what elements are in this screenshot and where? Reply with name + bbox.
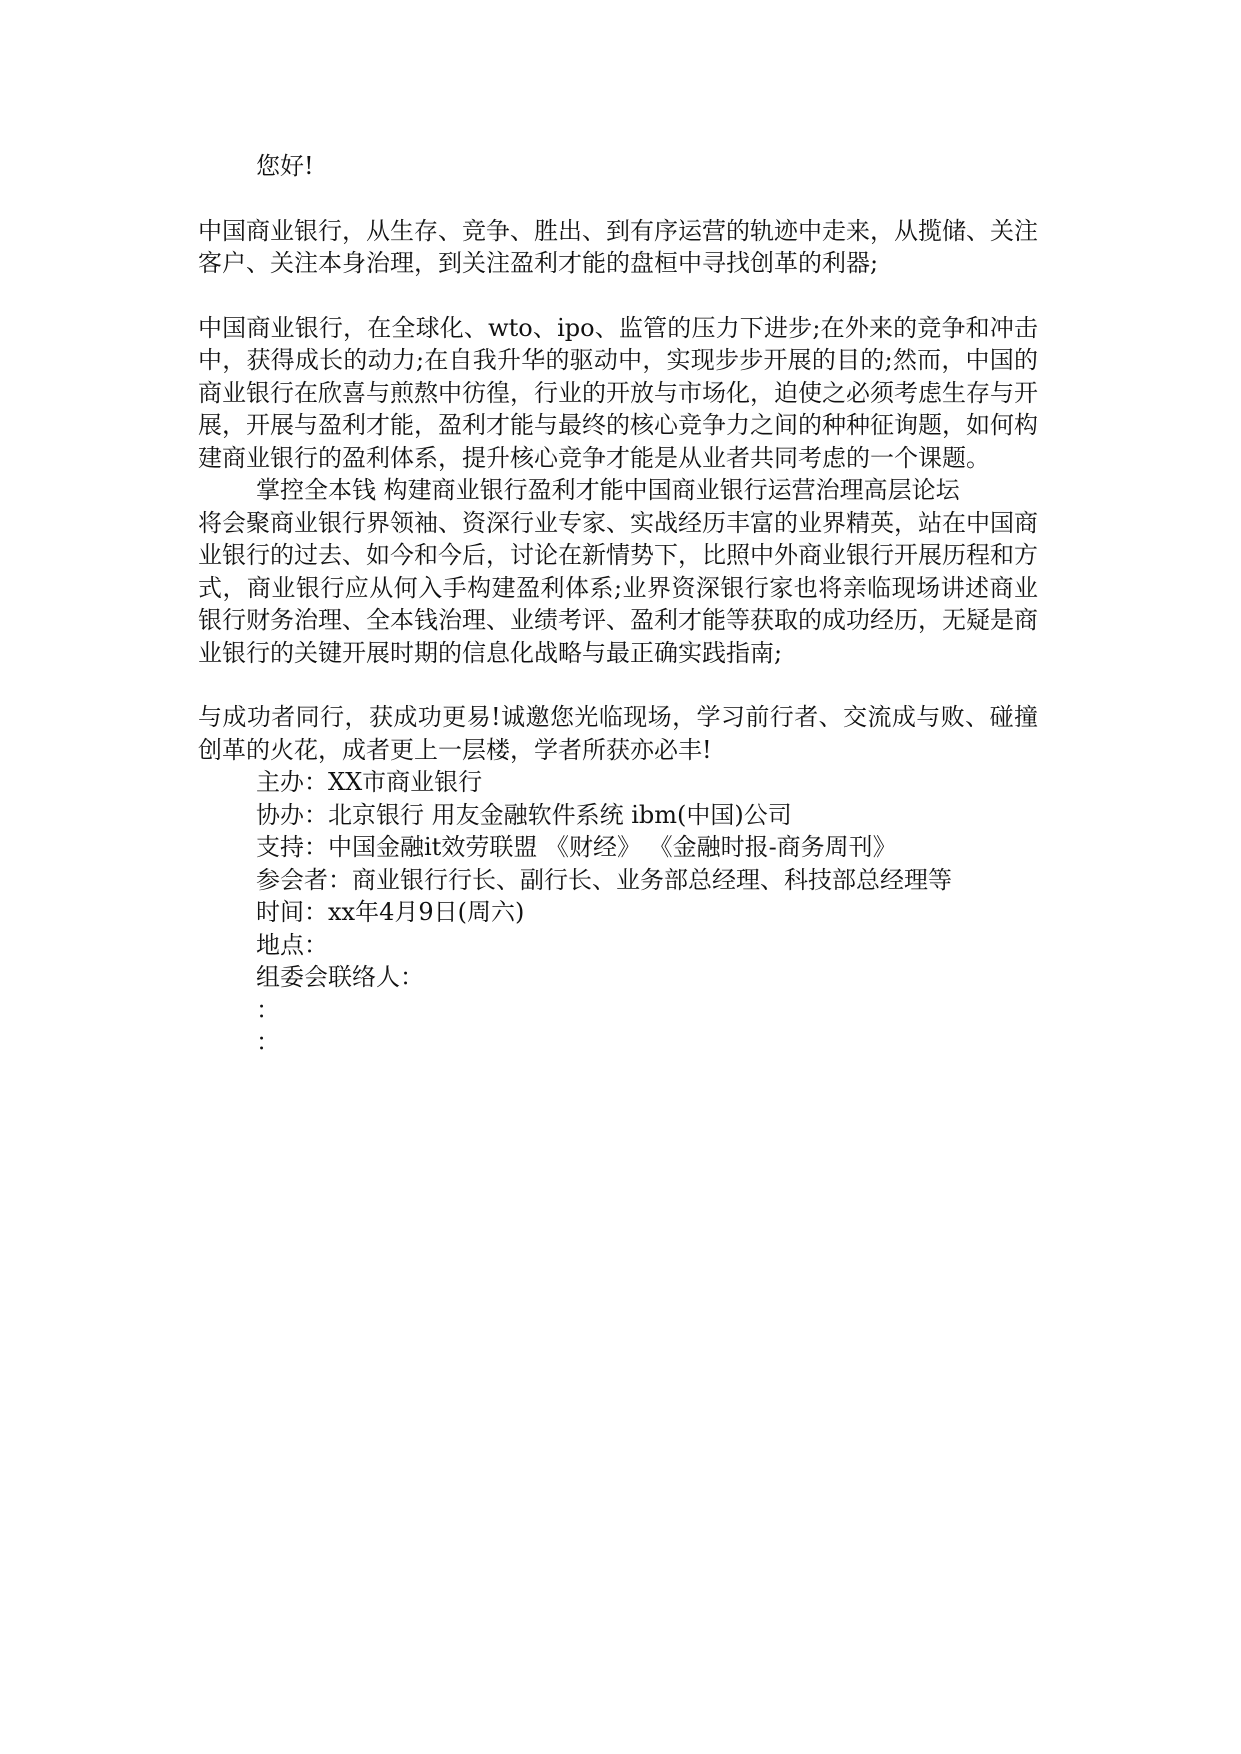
paragraph-gap	[198, 669, 1038, 701]
detail-organizer: 主办：XX市商业银行	[256, 768, 483, 796]
paragraph-gap	[198, 183, 1038, 215]
detail-co-organizer: 协办：北京银行 用友金融软件系统 ibm(中国)公司	[256, 800, 792, 829]
detail-supporters: 支持：中国金融it效劳联盟 《财经》 《金融时报-商务周刊》	[256, 833, 897, 861]
paragraph-intro: 中国商业银行，从生存、竞争、胜出、到有序运营的轨迹中走来，从揽储、关注客户、关注本身治理，到关注盈利才能的盘桓中寻找创革的利器;	[198, 216, 1038, 277]
paragraph-gap	[198, 280, 1038, 312]
paragraph-context: 中国商业银行，在全球化、wto、ipo、监管的压力下进步;在外来的竞争和冲击中，获得成长的动力;在自我升华的驱动中，实现步步开展的目的;然而，中国的商业银行在欣喜与煎熬中彷徨，行业的开放与市场化，迫使之必须考虑生存与开展，开展与盈利才能，盈利才能与最终的核心竞争力之间的种种征询题，如何构建商业银行的盈利体系，提升核心竞争才能是从业者共同考虑的一个课题。	[198, 313, 1038, 472]
detail-contact-line: ：	[256, 995, 280, 1024]
forum-title: 掌控全本钱 构建商业银行盈利才能中国商业银行运营治理高层论坛	[256, 476, 960, 504]
detail-location: 地点：	[256, 930, 328, 959]
greeting: 您好!	[256, 152, 314, 180]
detail-contact: 组委会联络人：	[256, 963, 424, 991]
letter-body	[198, 150, 1038, 1059]
paragraph-invitation: 与成功者同行，获成功更易!诚邀您光临现场，学习前行者、交流成与败、碰撞创革的火花，成者更上一层楼，学者所获亦必丰!	[198, 703, 1038, 764]
detail-time: 时间：xx年4月9日(周六)	[256, 898, 525, 926]
paragraph-forum: 将会聚商业银行界领袖、资深行业专家、实战经历丰富的业界精英，站在中国商业银行的过去、如今和今后，讨论在新情势下，比照中外商业银行开展历程和方式，商业银行应从何入手构建盈利体系;业界资深银行家也将亲临现场讲述商业银行财务治理、全本钱治理、业绩考评、盈利才能等获取的成功经历，无疑是商业银行的关键开展时期的信息化战略与最正确实践指南;	[198, 508, 1038, 667]
detail-attendees: 参会者：商业银行行长、副行长、业务部总经理、科技部总经理等	[256, 865, 952, 894]
detail-contact-line: ：	[256, 1028, 280, 1056]
